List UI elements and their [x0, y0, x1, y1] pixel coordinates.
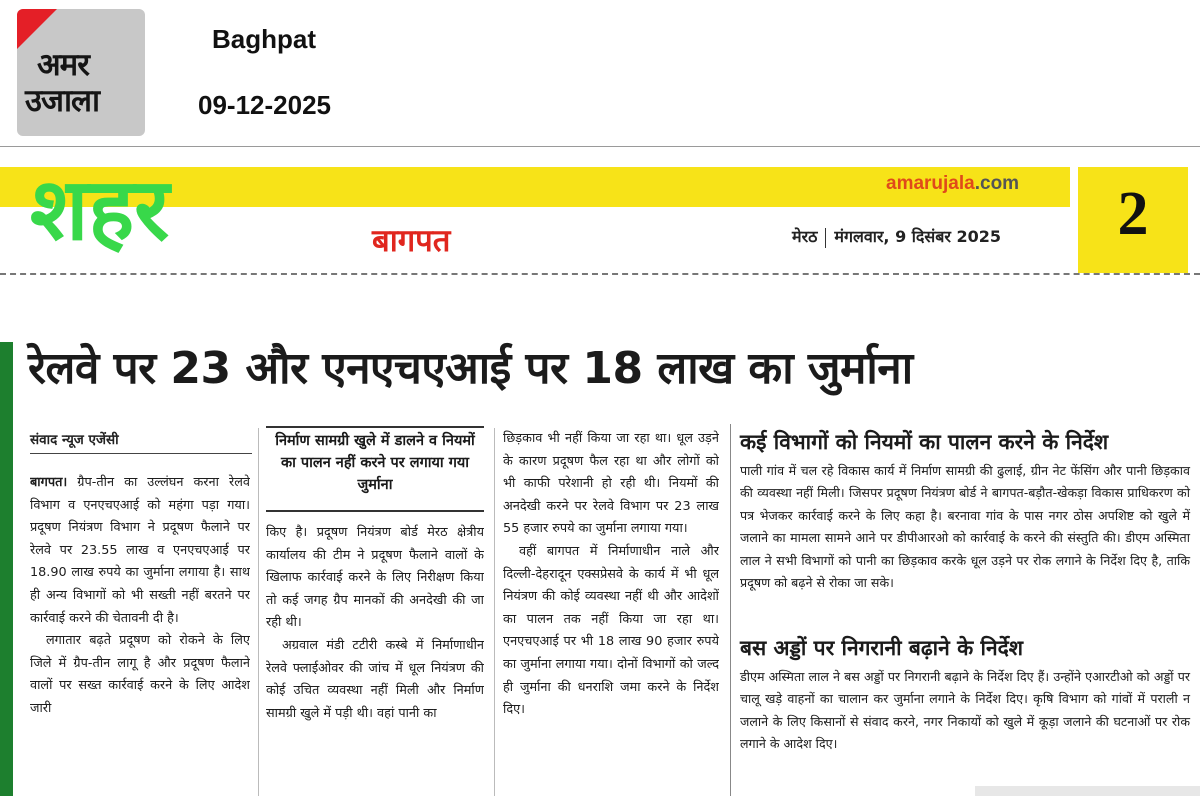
city-name: Baghpat [212, 24, 316, 54]
article-side-bar [0, 342, 13, 796]
amar-ujala-logo [17, 9, 145, 136]
column-3-paragraph-2: वहीं बागपत में निर्माणाधीन नाले और दिल्ली-देहरादून एक्सप्रेसवे के कार्य में भी धूल नियंत्रण की कोई व्यवस्था नहीं थी और आदेशों का पालन तक नहीं किया जा रहा था। एनएचएआई पर भी 18 लाख 90 हजार रुपये का जुर्माना लगाया गया। दोनों विभागों को जल्द ही जुर्माना की धनराशि जमा करने के निर्देश दिए। [503, 543, 719, 718]
column-2-paragraph-2: अग्रवाल मंडी टटीरी कस्बे में निर्माणाधीन रेलवे फ्लाईओवर की जांच में धूल नियंत्रण की कोई उचित व्यवस्था नहीं मिली और निर्माण सामग्री खुले में पड़ी थी। वहां पानी का [266, 637, 484, 721]
article-column-2 [266, 522, 484, 796]
box-2-text: डीएम अस्मिता लाल ने बस अड्डों पर निगरानी बढ़ाने के निर्देश दिए हैं। उन्होंने एआरटीओ को अड्डों पर चालू खड़े वाहनों का चालान कर जुर्माना लगाने के निर्देश दिए। कृषि विभाग को गांवों में पराली न जलाने के लिए किसानों से संवाद करने, नगर निकायों को खुले में कूड़ा जलाने की घटनाओं पर रोक लगाने के आदेश दिए। [740, 669, 1190, 752]
edition-info [792, 225, 1001, 248]
site-name-domain: .com [974, 173, 1020, 194]
logo-text-line1: अमर [37, 47, 89, 83]
column-3-paragraph-1: छिड़काव भी नहीं किया जा रहा था। धूल उड़ने के कारण प्रदूषण फैल रहा था और लोगों को भी काफी परेशानी हो रही थी। नियमों की अनदेखी करने पर रेलवे विभाग पर 23 लाख 55 हजार रुपये का जुर्माना लगाया गया। [503, 431, 719, 537]
next-article-edge [975, 786, 1200, 796]
article-byline: संवाद न्यूज एजेंसी [30, 432, 119, 448]
column-divider-2 [494, 428, 495, 796]
article-headline: रेलवे पर 23 और एनएचएआई पर 18 लाख का जुर्माना [28, 343, 913, 394]
box-1-text: पाली गांव में चल रहे विकास कार्य में निर्माण सामग्री की ढुलाई, ग्रीन नेट फेंसिंग और पानी छिड़काव की व्यवस्था नहीं मिली। जिसपर प्रदूषण नियंत्रण बोर्ड ने बागपत-बड़ौत-खेकड़ा विकास प्राधिकरण को पत्र भेजकर कार्रवाई करने के लिए कहा है। बरनावा गांव के पास नगर ठोस अपशिष्ट को खुले में जलाने का मामला सामने आने पर डीपीआरओ को कार्रवाई के करने की संस्तुति की। डीएम अस्मिता लाल ने सभी विभागों को पानी का छिड़काव करके धूल उड़ने पर रोक लगाने के निर्देश दिए है, ताकि प्रदूषण को बढ़ने से रोका जा सके। [740, 463, 1190, 591]
column-2-paragraph-1: किए है। प्रदूषण नियंत्रण बोर्ड मेरठ क्षेत्रीय कार्यालय की टीम ने प्रदूषण फैलाने वालों के खिलाफ कार्रवाई करने के लिए निरीक्षण किया तो कई जगह ग्रैप मानकों की अनदेखी की जा रही थी। [266, 525, 484, 631]
edition-date: मंगलवार, 9 दिसंबर 2025 [834, 227, 1002, 246]
page-number-box [1078, 167, 1188, 273]
box-1-title: कई विभागों को नियमों का पालन करने के निर्देश [740, 430, 1109, 454]
article-column-3 [503, 428, 719, 796]
page-masthead [0, 147, 1200, 297]
section-title: शहर [30, 160, 170, 260]
city-section-label: बागपत [372, 223, 451, 259]
page-number: 2 [1117, 180, 1149, 248]
article-dateline: बागपत। [30, 475, 68, 490]
article-subheadline: निर्माण सामग्री खुले में डालने व नियमों का पालन नहीं करने पर लगाया गया जुर्माना [266, 426, 484, 512]
top-strip [0, 0, 1200, 147]
site-name-main: amarujala [886, 173, 975, 194]
edition-name: मेरठ [792, 227, 818, 246]
article-column-1 [30, 472, 250, 796]
column-1-paragraph-1 [30, 472, 250, 630]
column-1-paragraph-2: लगातार बढ़ते प्रदूषण को रोकने के लिए जिले में ग्रैप-तीन लागू है और प्रदूषण फैलाने वालों पर सख्त कार्रवाई करने के लिए आदेश जारी [30, 633, 250, 716]
column-1-paragraph-1-text: ग्रैप-तीन का उल्लंघन करना रेलवे विभाग व एनएचएआई को महंगा पड़ा गया। प्रदूषण नियंत्रण विभाग ने प्रदूषण फैलाने पर रेलवे पर 23.55 लाख व एनएचएआई पर 18.90 लाख रुपये का जुर्माना लगाया है। साथ ही अन्य विभागों को भी सख्ती नहीं बरतने पर कार्रवाई करने की चेतावनी दी है। [30, 475, 250, 626]
edition-separator [825, 228, 826, 248]
box-2-title: बस अड्डों पर निगरानी बढ़ाने के निर्देश [740, 636, 1024, 660]
logo-text-line2: उजाला [25, 83, 100, 119]
site-name [886, 173, 1019, 195]
byline-underline [30, 453, 252, 454]
publication-date: 09-12-2025 [198, 90, 331, 120]
column-divider-1 [258, 428, 259, 796]
masthead-dashed-rule [0, 273, 1200, 275]
